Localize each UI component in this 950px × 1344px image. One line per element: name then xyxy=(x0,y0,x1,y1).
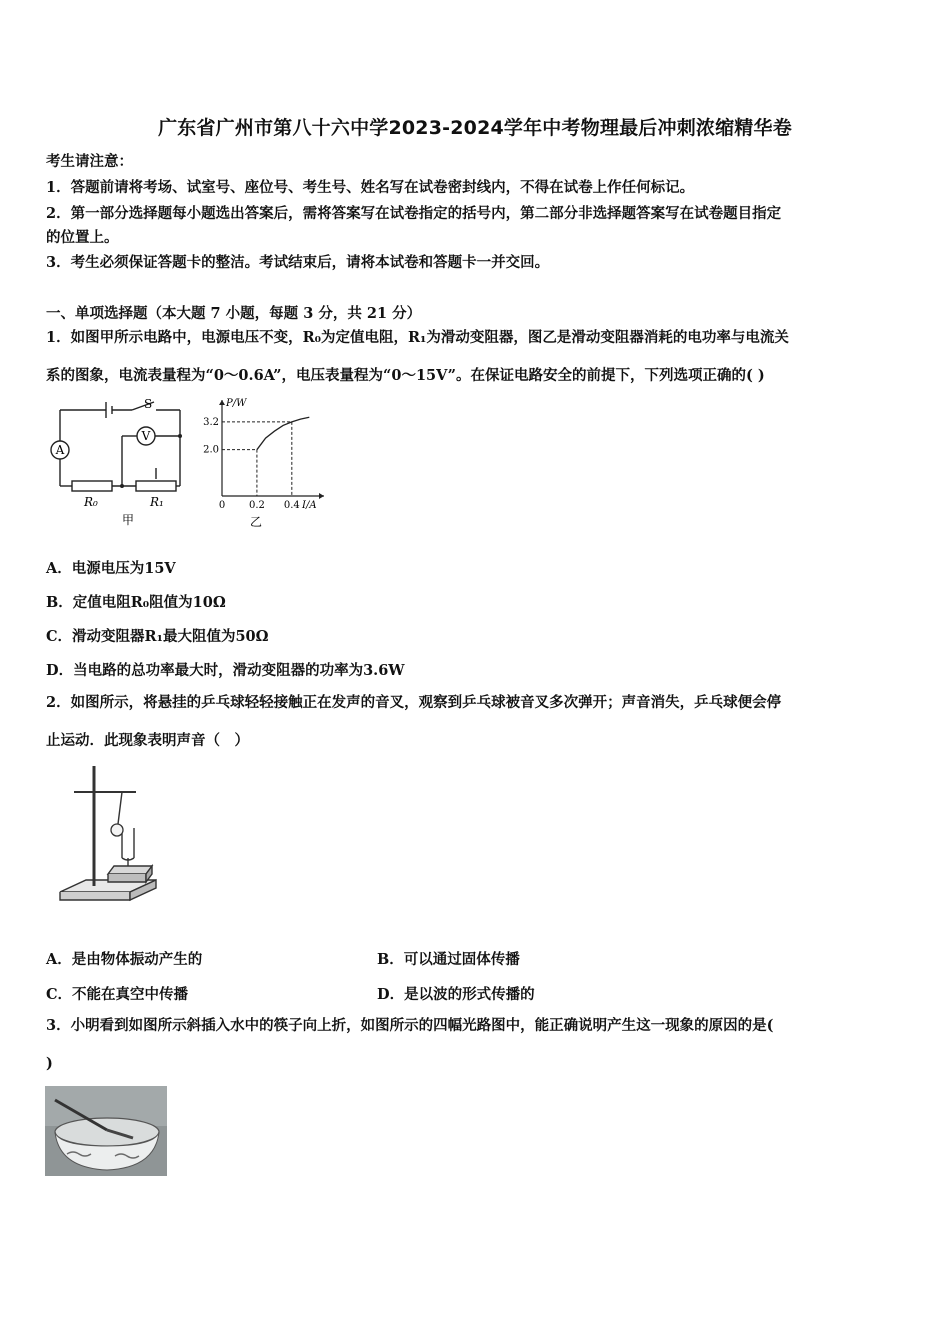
q2-option-d: D．是以波的形式传播的 xyxy=(377,986,535,1003)
ammeter-label: A xyxy=(55,443,65,457)
y-axis-label: P/W xyxy=(226,398,247,409)
y-tick-label: 2.0 xyxy=(203,444,219,456)
r0-label: R₀ xyxy=(84,495,98,509)
r1-label: R₁ xyxy=(150,495,164,509)
q1-option-d: D．当电路的总功率最大时，滑动变阻器的功率为3.6W xyxy=(46,662,405,679)
q2-line2: 止运动．此现象表明声音（ ） xyxy=(46,732,249,749)
notice-item-2: 2．第一部分选择题每小题选出答案后，需将答案写在试卷指定的括号内，第二部分非选择题答案写在试卷题目指定 xyxy=(46,205,782,222)
section-heading: 一、单项选择题（本大题 7 小题，每题 3 分，共 21 分） xyxy=(46,305,422,322)
q1-line1: 1．如图甲所示电路中，电源电压不变，R₀为定值电阻，R₁为滑动变阻器，图乙是滑动变阻器消耗的电功率与电流关 xyxy=(46,329,789,346)
chopstick-bowl-photo xyxy=(45,1086,167,1176)
switch-label: S xyxy=(144,398,153,411)
q2-line1: 2．如图所示，将悬挂的乒乓球轻轻接触正在发声的音叉，观察到乒乓球被音叉多次弹开；声音消失，乒乓球便会停 xyxy=(46,694,782,711)
notice-item-3: 3．考生必须保证答题卡的整洁。考试结束后，请将本试卷和答题卡一并交回。 xyxy=(46,254,550,271)
x-axis-label: I/A xyxy=(302,500,317,511)
q1-line2: 系的图象，电流表量程为“0～0.6A”，电压表量程为“0～15V”。在保证电路安全的前提下，下列选项正确的( ) xyxy=(46,367,765,384)
q1-option-c: C．滑动变阻器R₁最大阻值为50Ω xyxy=(46,628,269,645)
y-axis-arrow xyxy=(219,400,225,405)
circuit-caption: 甲 xyxy=(121,513,135,527)
voltmeter-label: V xyxy=(141,429,151,443)
notice-item-2-cont: 的位置上。 xyxy=(46,229,119,246)
circuit-diagram xyxy=(44,398,194,528)
notice-item-1: 1．答题前请将考场、试室号、座位号、考生号、姓名写在试卷密封线内，不得在试卷上作任何标记。 xyxy=(46,179,695,196)
q1-option-b: B．定值电阻R₀阻值为10Ω xyxy=(46,594,226,611)
x-tick-label: 0.2 xyxy=(248,500,265,511)
q3-line1: 3．小明看到如图所示斜插入水中的筷子向上折，如图所示的四幅光路图中，能正确说明产生这一现象的原因的是( xyxy=(46,1017,774,1034)
page-title: 广东省广州市第八十六中学2023-2024学年中考物理最后冲刺浓缩精华卷 xyxy=(158,117,792,139)
q2-option-a: A．是由物体振动产生的 xyxy=(46,951,203,968)
y-tick-label: 3.2 xyxy=(203,416,219,428)
tuning-fork-apparatus xyxy=(56,762,160,912)
q2-option-c: C．不能在真空中传播 xyxy=(46,986,189,1003)
power-current-graph xyxy=(196,398,326,530)
graph-caption: 乙 xyxy=(249,515,263,529)
notice-heading: 考生请注意： xyxy=(46,153,133,170)
q2-option-b: B．可以通过固体传播 xyxy=(377,951,520,968)
x-axis-arrow xyxy=(319,493,324,499)
x-tick-label: 0.4 xyxy=(283,500,300,511)
x-tick-label: 0 xyxy=(218,500,226,511)
q3-line2: ) xyxy=(46,1055,53,1072)
q1-option-a: A．电源电压为15V xyxy=(46,560,176,577)
